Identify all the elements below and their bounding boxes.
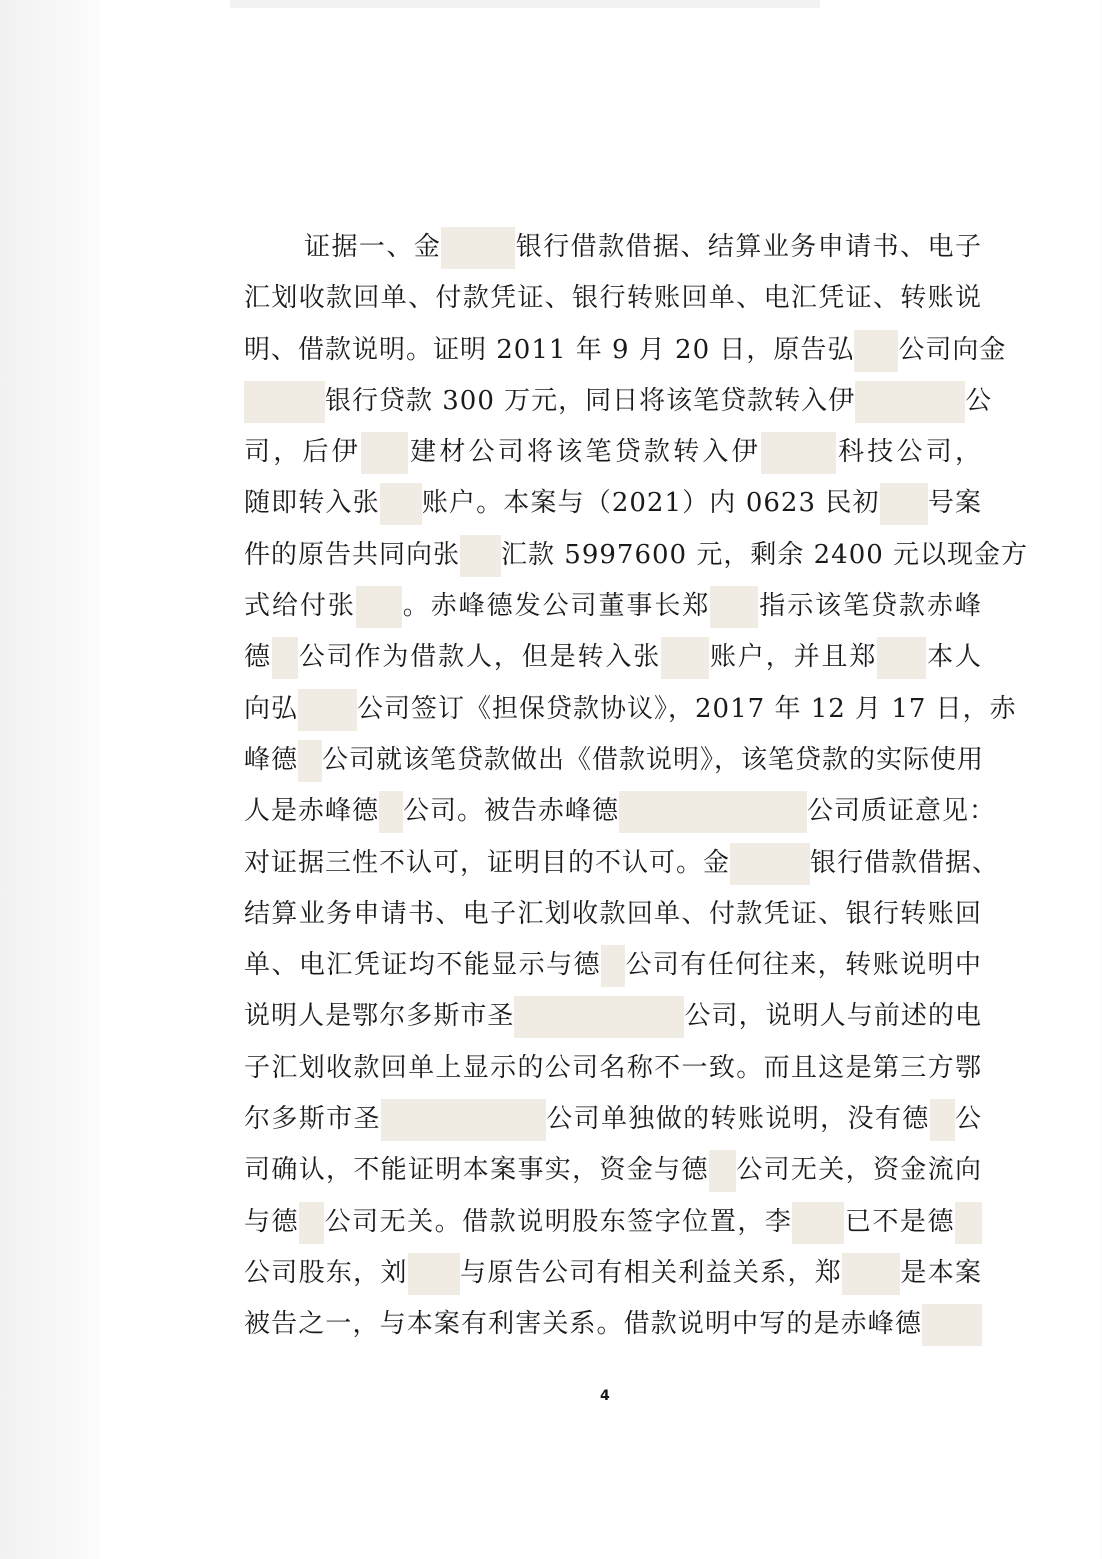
text-segment: 是本案 bbox=[900, 1257, 982, 1288]
redaction-box bbox=[710, 586, 758, 628]
text-segment: 建材公司将该笔贷款转入伊 bbox=[407, 437, 761, 468]
text-segment: 对证据三性不认可，证明目的不认可。金 bbox=[244, 847, 731, 878]
text-line bbox=[244, 632, 982, 683]
text-segment: 明、借款说明。证明 2011 年 9 月 20 日，原告弘 bbox=[244, 334, 855, 365]
redaction-box bbox=[514, 996, 684, 1038]
text-line bbox=[244, 1145, 982, 1196]
text-line bbox=[244, 222, 982, 273]
redaction-box bbox=[842, 1253, 900, 1295]
text-segment: 与德 bbox=[244, 1206, 300, 1237]
text-line bbox=[244, 530, 1029, 581]
text-segment: 单、电汇凭证均不能显示与德 bbox=[244, 950, 601, 981]
text-segment: 向弘 bbox=[244, 693, 299, 724]
redaction-box bbox=[441, 227, 515, 269]
text-line bbox=[244, 581, 982, 632]
text-line bbox=[244, 273, 982, 324]
text-line bbox=[244, 940, 982, 991]
text-segment: 已不是德 bbox=[844, 1206, 955, 1237]
text-line bbox=[244, 786, 997, 837]
redaction-box bbox=[880, 483, 928, 525]
redaction-box bbox=[379, 791, 403, 833]
redaction-box bbox=[298, 689, 357, 731]
text-segment: 公 bbox=[954, 1104, 982, 1135]
redaction-box bbox=[730, 843, 810, 885]
text-segment: 公司作为借款人，但是转入张 bbox=[297, 642, 662, 673]
text-segment: 银行借款借据、结算业务申请书、电子 bbox=[515, 232, 982, 262]
text-segment: 峰德 bbox=[244, 744, 299, 775]
redaction-box bbox=[855, 381, 965, 423]
redaction-box bbox=[460, 535, 501, 577]
redaction-box bbox=[661, 637, 709, 679]
text-segment: 公司股东，刘 bbox=[244, 1257, 408, 1288]
redaction-box bbox=[601, 945, 625, 987]
redaction-box bbox=[877, 637, 926, 679]
text-segment: 号案 bbox=[927, 488, 982, 519]
text-line bbox=[244, 1197, 982, 1248]
text-segment: 德 bbox=[244, 642, 272, 673]
text-segment: 司确认，不能证明本案事实，资金与德 bbox=[244, 1155, 709, 1186]
page-number: 4 bbox=[600, 1388, 610, 1404]
redaction-box bbox=[761, 432, 836, 474]
text-segment: 公司无关，资金流向 bbox=[735, 1155, 982, 1186]
text-segment: 汇款 5997600 元，剩余 2400 元以现金方 bbox=[501, 539, 1029, 570]
text-segment: 。赤峰德发公司董事长郑 bbox=[401, 591, 711, 622]
text-segment: 与原告公司有相关利益关系，郑 bbox=[459, 1257, 843, 1288]
redaction-box bbox=[955, 1202, 982, 1244]
text-line bbox=[244, 1299, 982, 1350]
scan-edge bbox=[0, 0, 100, 1559]
redaction-box bbox=[854, 330, 898, 372]
text-segment: 账户。本案与（2021）内 0623 民初 bbox=[421, 488, 880, 519]
text-line bbox=[244, 427, 982, 478]
text-segment: 公司单独做的转账说明，没有德 bbox=[545, 1104, 930, 1135]
redaction-box bbox=[922, 1304, 982, 1346]
text-segment: 公司无关。借款说明股东签字位置，李 bbox=[324, 1206, 793, 1237]
text-segment: 尔多斯市圣 bbox=[244, 1104, 381, 1135]
redaction-box bbox=[619, 791, 807, 833]
redaction-box bbox=[408, 1253, 460, 1295]
text-line bbox=[244, 478, 982, 529]
text-line bbox=[244, 376, 993, 427]
redaction-box bbox=[272, 637, 298, 679]
text-segment: 式给付张 bbox=[244, 591, 356, 622]
redaction-box bbox=[356, 586, 402, 628]
text-segment: 证据一、金 bbox=[304, 232, 442, 262]
text-segment: 子汇划收款回单上显示的公司名称不一致。而且这是第三方鄂 bbox=[244, 1052, 982, 1083]
text-segment: 人是赤峰德 bbox=[244, 796, 380, 827]
faded-header bbox=[230, 0, 820, 8]
text-segment: 公司签订《担保贷款协议》，2017 年 12 月 17 日，赤 bbox=[357, 693, 1017, 724]
text-segment: 件的原告共同向张 bbox=[244, 539, 461, 570]
text-segment: 公司向金 bbox=[898, 334, 1007, 365]
text-segment: 说明人是鄂尔多斯市圣 bbox=[244, 1001, 515, 1032]
text-segment: 本人 bbox=[926, 642, 982, 673]
redaction-box bbox=[930, 1099, 955, 1141]
text-line bbox=[244, 684, 1017, 735]
text-line bbox=[244, 735, 985, 786]
text-segment: 公司质证意见： bbox=[807, 796, 997, 827]
redaction-box bbox=[298, 740, 322, 782]
redaction-box bbox=[381, 1099, 546, 1141]
text-segment: 账户，并且郑 bbox=[709, 642, 878, 673]
text-segment: 司，后伊 bbox=[244, 437, 361, 468]
text-line bbox=[244, 838, 1000, 889]
text-segment: 汇划收款回单、付款凭证、银行转账回单、电汇凭证、转账说 bbox=[244, 283, 982, 314]
text-line bbox=[244, 325, 1007, 376]
text-segment: 公司。被告赤峰德 bbox=[403, 796, 620, 827]
text-line bbox=[244, 1248, 982, 1299]
text-segment: 公司有任何往来，转账说明中 bbox=[625, 950, 982, 981]
text-segment: 随即转入张 bbox=[244, 488, 380, 519]
redaction-box bbox=[299, 1202, 324, 1244]
text-segment: 银行借款借据、 bbox=[810, 847, 1000, 878]
redaction-box bbox=[244, 381, 325, 423]
text-segment: 结算业务申请书、电子汇划收款回单、付款凭证、银行转账回 bbox=[244, 898, 982, 929]
document-body bbox=[244, 222, 1029, 1351]
text-line bbox=[244, 1043, 982, 1094]
text-segment: 被告之一，与本案有利害关系。借款说明中写的是赤峰德 bbox=[244, 1309, 922, 1340]
redaction-box bbox=[380, 483, 422, 525]
text-segment: 银行贷款 300 万元，同日将该笔贷款转入伊 bbox=[325, 385, 856, 416]
text-segment: 指示该笔贷款赤峰 bbox=[758, 591, 982, 622]
text-line bbox=[244, 991, 982, 1042]
text-segment: 公 bbox=[965, 385, 993, 416]
redaction-box bbox=[792, 1202, 844, 1244]
text-segment: 公司就该笔贷款做出《借款说明》，该笔贷款的实际使用 bbox=[322, 744, 985, 775]
text-segment: 公司，说明人与前述的电 bbox=[684, 1001, 982, 1032]
redaction-box bbox=[361, 432, 408, 474]
text-line bbox=[244, 1094, 982, 1145]
text-segment: 科技公司， bbox=[835, 437, 982, 468]
redaction-box bbox=[709, 1150, 736, 1192]
text-line bbox=[244, 889, 982, 940]
